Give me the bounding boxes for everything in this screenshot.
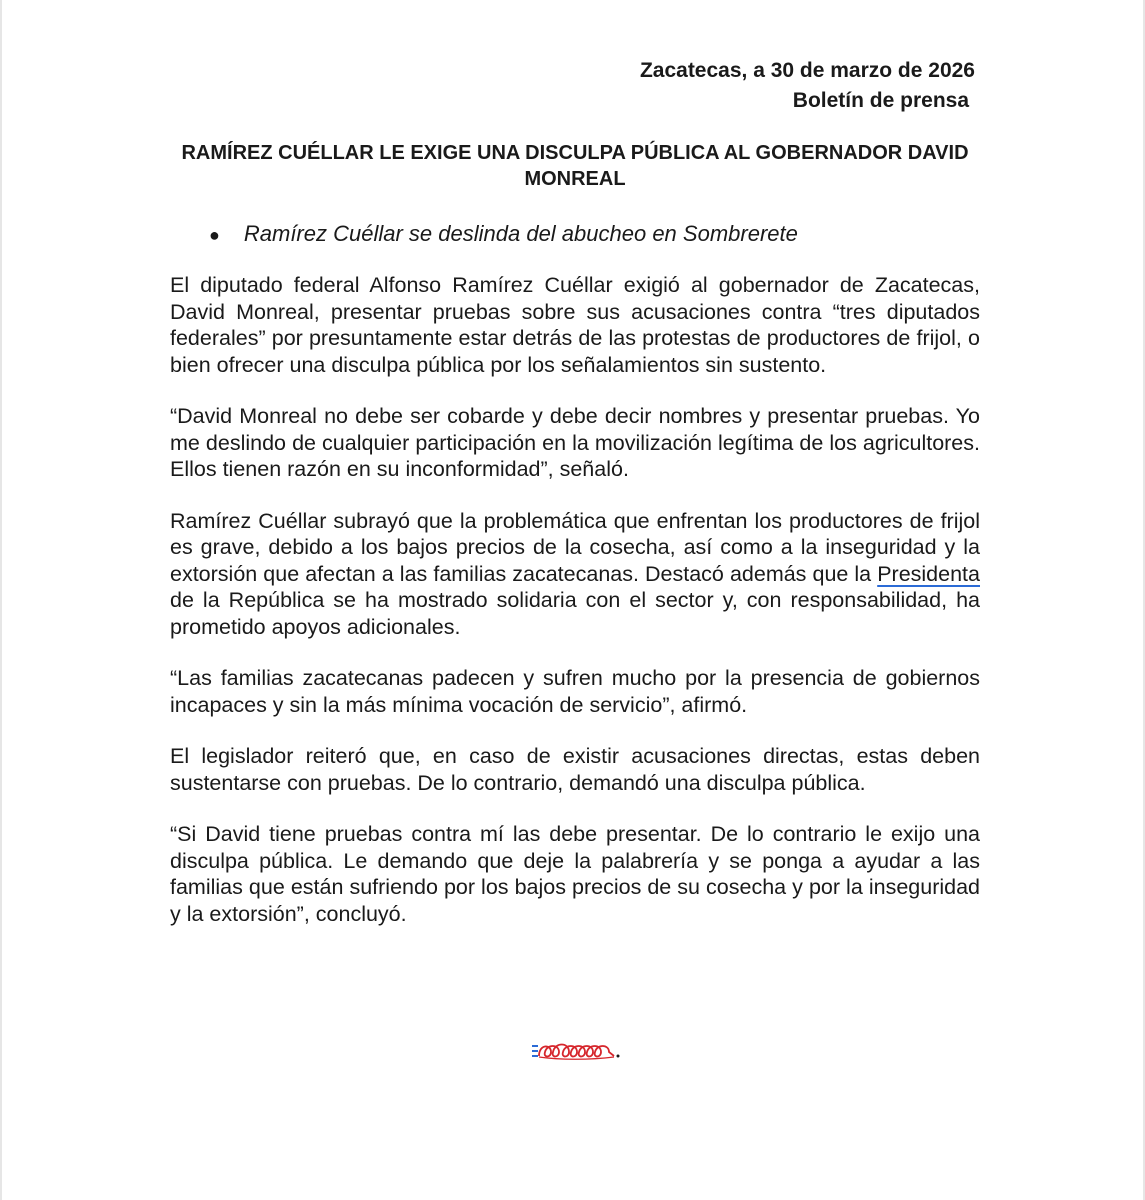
- paragraph-3: [170, 508, 980, 641]
- header-block: [640, 56, 975, 116]
- paragraph-3-end: de la República se ha mostrado solidaria con el sector y, con responsabilidad, ha prometido apoyos adicionales.: [170, 588, 980, 639]
- paragraph-5: El legislador reiteró que, en caso de existir acusaciones directas, estas deben sustentarse con pruebas. De lo contrario, demandó una disculpa pública.: [170, 744, 980, 795]
- paragraph-3-start: Ramírez Cuéllar subrayó que la problemática que enfrentan los productores de frijol es grave, debido a los bajos precios de la cosecha, así como a la inseguridad y la extorsión que afectan a las familias zacatecanas. Destacó además que la: [170, 508, 980, 586]
- bullet-text: Ramírez Cuéllar se deslinda del abucheo en Sombrerete: [243, 221, 798, 246]
- bullet-dot-icon: ●: [209, 225, 220, 245]
- bullet-item: [209, 220, 798, 249]
- paragraph-2: “David Monreal no debe ser cobarde y debe decir nombres y presentar pruebas. Yo me deslindo de cualquier participación en la movilización legítima de los agricultores. Ellos tienen razón en su inconformidad”, señaló.: [170, 404, 980, 481]
- paragraph-1: El diputado federal Alfonso Ramírez Cuéllar exigió al gobernador de Zacatecas, David Monreal, presentar pruebas sobre sus acusaciones contra “tres diputados federales” por presuntamente estar detrás de las protestas de productores de frijol, o bien ofrecer una disculpa pública por los señalamientos sin sustento.: [170, 273, 980, 377]
- closing-mark-icon: [530, 1036, 622, 1062]
- headline-line-2: MONREAL: [524, 168, 626, 190]
- place-date: Zacatecas, a 30 de marzo de 2026: [639, 59, 975, 82]
- bulletin-label: Boletín de prensa: [792, 89, 969, 112]
- paragraph-4: “Las familias zacatecanas padecen y sufren mucho por la presencia de gobiernos incapaces y sin la más mínima vocación de servicio”, afirmó.: [170, 666, 980, 717]
- body-text: [170, 272, 980, 952]
- underlined-word: Presidenta: [877, 561, 980, 586]
- headline: [170, 140, 980, 192]
- headline-line-1: RAMÍREZ CUÉLLAR LE EXIGE UNA DISCULPA PÚBLICA AL GOBERNADOR DAVID: [181, 142, 969, 164]
- paragraph-6: “Si David tiene pruebas contra mí las debe presentar. De lo contrario le exijo una disculpa pública. Le demando que deje la palabrería y se ponga a ayudar a las familias que están sufriendo por los bajos precios de su cosecha y por la inseguridad y la extorsión”, concluyó.: [170, 822, 980, 926]
